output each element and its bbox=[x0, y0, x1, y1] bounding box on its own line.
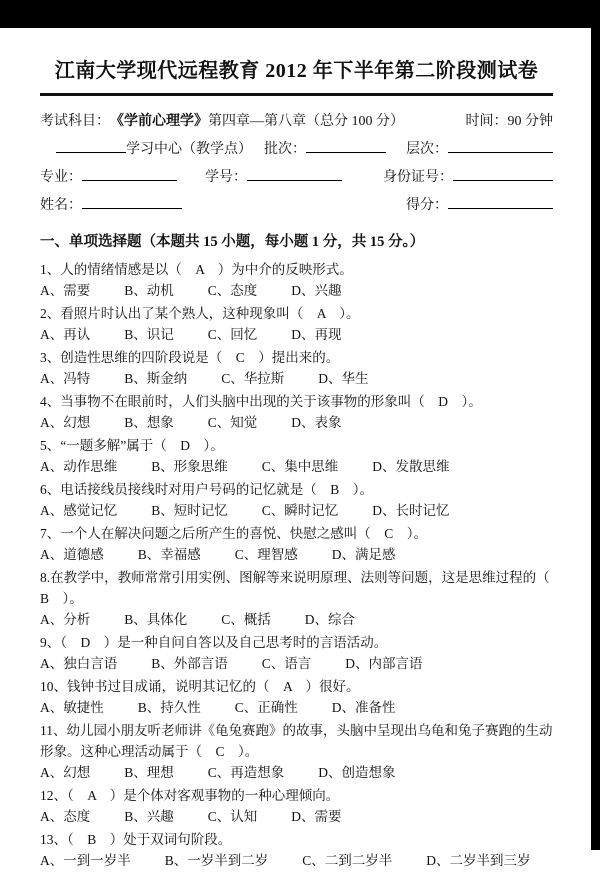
question-options bbox=[40, 368, 553, 389]
question-option: A、态度 bbox=[40, 809, 91, 824]
question bbox=[40, 567, 564, 630]
question-option: C、再造想象 bbox=[207, 765, 285, 780]
question-option: B、识记 bbox=[124, 327, 174, 342]
question-options bbox=[40, 850, 553, 871]
question bbox=[40, 785, 553, 827]
question-option: D、兴趣 bbox=[291, 283, 342, 298]
question bbox=[40, 479, 553, 521]
question bbox=[40, 523, 553, 565]
question-option: D、表象 bbox=[291, 415, 342, 430]
question-option: D、创造想象 bbox=[318, 765, 396, 780]
question-option: A、冯特 bbox=[40, 371, 91, 386]
question-option: D、内部言语 bbox=[345, 656, 423, 671]
question-options bbox=[40, 412, 553, 433]
question-option: C、认知 bbox=[207, 809, 258, 824]
scan-artifact-top-bar bbox=[0, 0, 600, 28]
question-option: B、持久性 bbox=[137, 700, 201, 715]
question-option: B、理想 bbox=[124, 765, 174, 780]
question-options bbox=[40, 324, 553, 345]
question-options bbox=[40, 653, 553, 674]
question-option: C、语言 bbox=[261, 656, 312, 671]
score-label: 得分： bbox=[406, 198, 448, 213]
level-label: 层次： bbox=[406, 142, 448, 157]
question-option: D、满足感 bbox=[331, 547, 396, 562]
study-center-blank bbox=[56, 138, 126, 153]
question bbox=[40, 391, 553, 433]
question-option: B、形象思维 bbox=[151, 459, 228, 474]
question-option: A、动作思维 bbox=[40, 459, 118, 474]
question-stem: 2、看照片时认出了某个熟人，这种现象叫（ A ）。 bbox=[40, 306, 360, 321]
question-stem: 5、“一题多解”属于（ D ）。 bbox=[40, 438, 224, 453]
subject-range: 第四章—第八章（总分 100 分） bbox=[208, 114, 404, 129]
question-option: A、幻想 bbox=[40, 765, 91, 780]
question-option: C、知觉 bbox=[207, 415, 258, 430]
exam-subject-line bbox=[40, 110, 553, 130]
question-option: A、分析 bbox=[40, 612, 91, 627]
name-blank bbox=[82, 194, 182, 209]
question-option: A、一到一岁半 bbox=[40, 853, 131, 868]
question-stem: 1、人的情绪情感是以（ A ）为中介的反映形式。 bbox=[40, 262, 353, 277]
question-option: C、瞬时记忆 bbox=[261, 503, 339, 518]
question-option: B、幸福感 bbox=[137, 547, 201, 562]
question-option: A、道德感 bbox=[40, 547, 104, 562]
question-option: C、回忆 bbox=[207, 327, 258, 342]
question-stem: 9、（ D ）是一种自问自答以及自己思考时的言语活动。 bbox=[40, 635, 388, 650]
question-options bbox=[40, 609, 553, 630]
question bbox=[40, 347, 553, 389]
question-option: B、动机 bbox=[124, 283, 174, 298]
level-blank bbox=[448, 138, 553, 153]
question-stem: 7、一个人在解决问题之后所产生的喜悦、快慰之感叫（ C ）。 bbox=[40, 526, 428, 541]
exam-paper bbox=[0, 28, 591, 873]
question-option: C、正确性 bbox=[234, 700, 298, 715]
question-options bbox=[40, 806, 553, 827]
section-heading bbox=[40, 230, 553, 251]
question-options bbox=[40, 762, 553, 783]
subject-name: 《学前心理学》 bbox=[110, 114, 208, 129]
question bbox=[40, 676, 553, 718]
question-option: A、独白言语 bbox=[40, 656, 118, 671]
question-options bbox=[40, 697, 553, 718]
question-option: D、准备性 bbox=[331, 700, 396, 715]
question-option: D、综合 bbox=[304, 612, 356, 627]
question-stem: 11、幼儿园小朋友听老师讲《龟兔赛跑》的故事，头脑中呈现出乌龟和兔子赛跑的生动形象。这种心理活动属于（ C ）。 bbox=[40, 723, 553, 759]
question bbox=[40, 632, 553, 674]
id-card-label: 身份证号： bbox=[383, 170, 453, 185]
question-option: D、再现 bbox=[291, 327, 342, 342]
question-options bbox=[40, 544, 553, 565]
question-option: A、再认 bbox=[40, 327, 91, 342]
question-stem: 4、当事物不在眼前时，人们头脑中出现的关于该事物的形象叫（ D ）。 bbox=[40, 394, 482, 409]
question-option: C、华拉斯 bbox=[221, 371, 285, 386]
question-option: C、概括 bbox=[221, 612, 271, 627]
question-option: C、二到二岁半 bbox=[302, 853, 393, 868]
question-options bbox=[40, 280, 553, 301]
question-option: C、集中思维 bbox=[261, 459, 339, 474]
question-option: B、斯金纳 bbox=[124, 371, 188, 386]
question bbox=[40, 303, 553, 345]
question-option: D、发散思维 bbox=[372, 459, 450, 474]
question-list bbox=[40, 259, 564, 871]
question-option: B、短时记忆 bbox=[151, 503, 228, 518]
question-stem: 13、（ B ）处于双词句阶段。 bbox=[40, 832, 232, 847]
question-stem: 10、钱钟书过目成诵，说明其记忆的（ A ）很好。 bbox=[40, 679, 360, 694]
batch-label: 批次： bbox=[264, 142, 306, 157]
question-option: D、华生 bbox=[318, 371, 369, 386]
question-option: B、具体化 bbox=[124, 612, 188, 627]
page-title: 江南大学现代远程教育 2012 年下半年第二阶段测试卷 bbox=[54, 60, 539, 82]
major-line bbox=[40, 166, 553, 186]
question bbox=[40, 435, 553, 477]
time-label: 时间：90 分钟 bbox=[465, 114, 553, 129]
question-option: B、一岁半到二岁 bbox=[164, 853, 269, 868]
score-blank bbox=[448, 194, 553, 209]
question-option: B、兴趣 bbox=[124, 809, 174, 824]
major-label: 专业： bbox=[40, 170, 82, 185]
question-options bbox=[40, 500, 553, 521]
section-heading-title: 一、单项选择题 bbox=[40, 234, 142, 250]
name-line bbox=[40, 194, 553, 214]
question-option: A、敏捷性 bbox=[40, 700, 104, 715]
question-option: A、需要 bbox=[40, 283, 91, 298]
question bbox=[40, 829, 553, 871]
scan-artifact-right-bar bbox=[591, 0, 600, 850]
question bbox=[40, 259, 553, 301]
major-blank bbox=[82, 166, 177, 181]
batch-blank bbox=[306, 138, 386, 153]
question-option: A、感觉记忆 bbox=[40, 503, 118, 518]
question bbox=[40, 720, 553, 783]
question-option: D、长时记忆 bbox=[372, 503, 450, 518]
student-id-blank bbox=[247, 166, 342, 181]
question-option: D、二岁半到三岁 bbox=[426, 853, 531, 868]
question-stem: 12、（ A ）是个体对客观事物的一种心理倾向。 bbox=[40, 788, 340, 803]
question-stem: 8.在教学中，教师常常引用实例、图解等来说明原理、法则等问题，这是思维过程的（ B ）。 bbox=[40, 570, 564, 606]
question-option: D、需要 bbox=[291, 809, 342, 824]
question-stem: 6、电话接线员接线时对用户号码的记忆就是（ B ）。 bbox=[40, 482, 374, 497]
student-id-label: 学号： bbox=[205, 170, 247, 185]
question-option: A、幻想 bbox=[40, 415, 91, 430]
question-option: B、外部言语 bbox=[151, 656, 228, 671]
section-heading-note: （本题共 15 小题，每小题 1 分，共 15 分。） bbox=[141, 234, 425, 250]
subject-label: 考试科目： bbox=[40, 114, 110, 129]
question-option: B、想象 bbox=[124, 415, 174, 430]
title-divider bbox=[40, 93, 553, 96]
question-options bbox=[40, 456, 553, 477]
question-option: C、态度 bbox=[207, 283, 258, 298]
name-label: 姓名： bbox=[40, 198, 82, 213]
question-stem: 3、创造性思维的四阶段说是（ C ）提出来的。 bbox=[40, 350, 340, 365]
study-center-line bbox=[40, 138, 553, 158]
study-center-label: 学习中心（教学点） bbox=[126, 142, 252, 157]
question-option: C、理智感 bbox=[234, 547, 298, 562]
id-card-blank bbox=[453, 166, 553, 181]
